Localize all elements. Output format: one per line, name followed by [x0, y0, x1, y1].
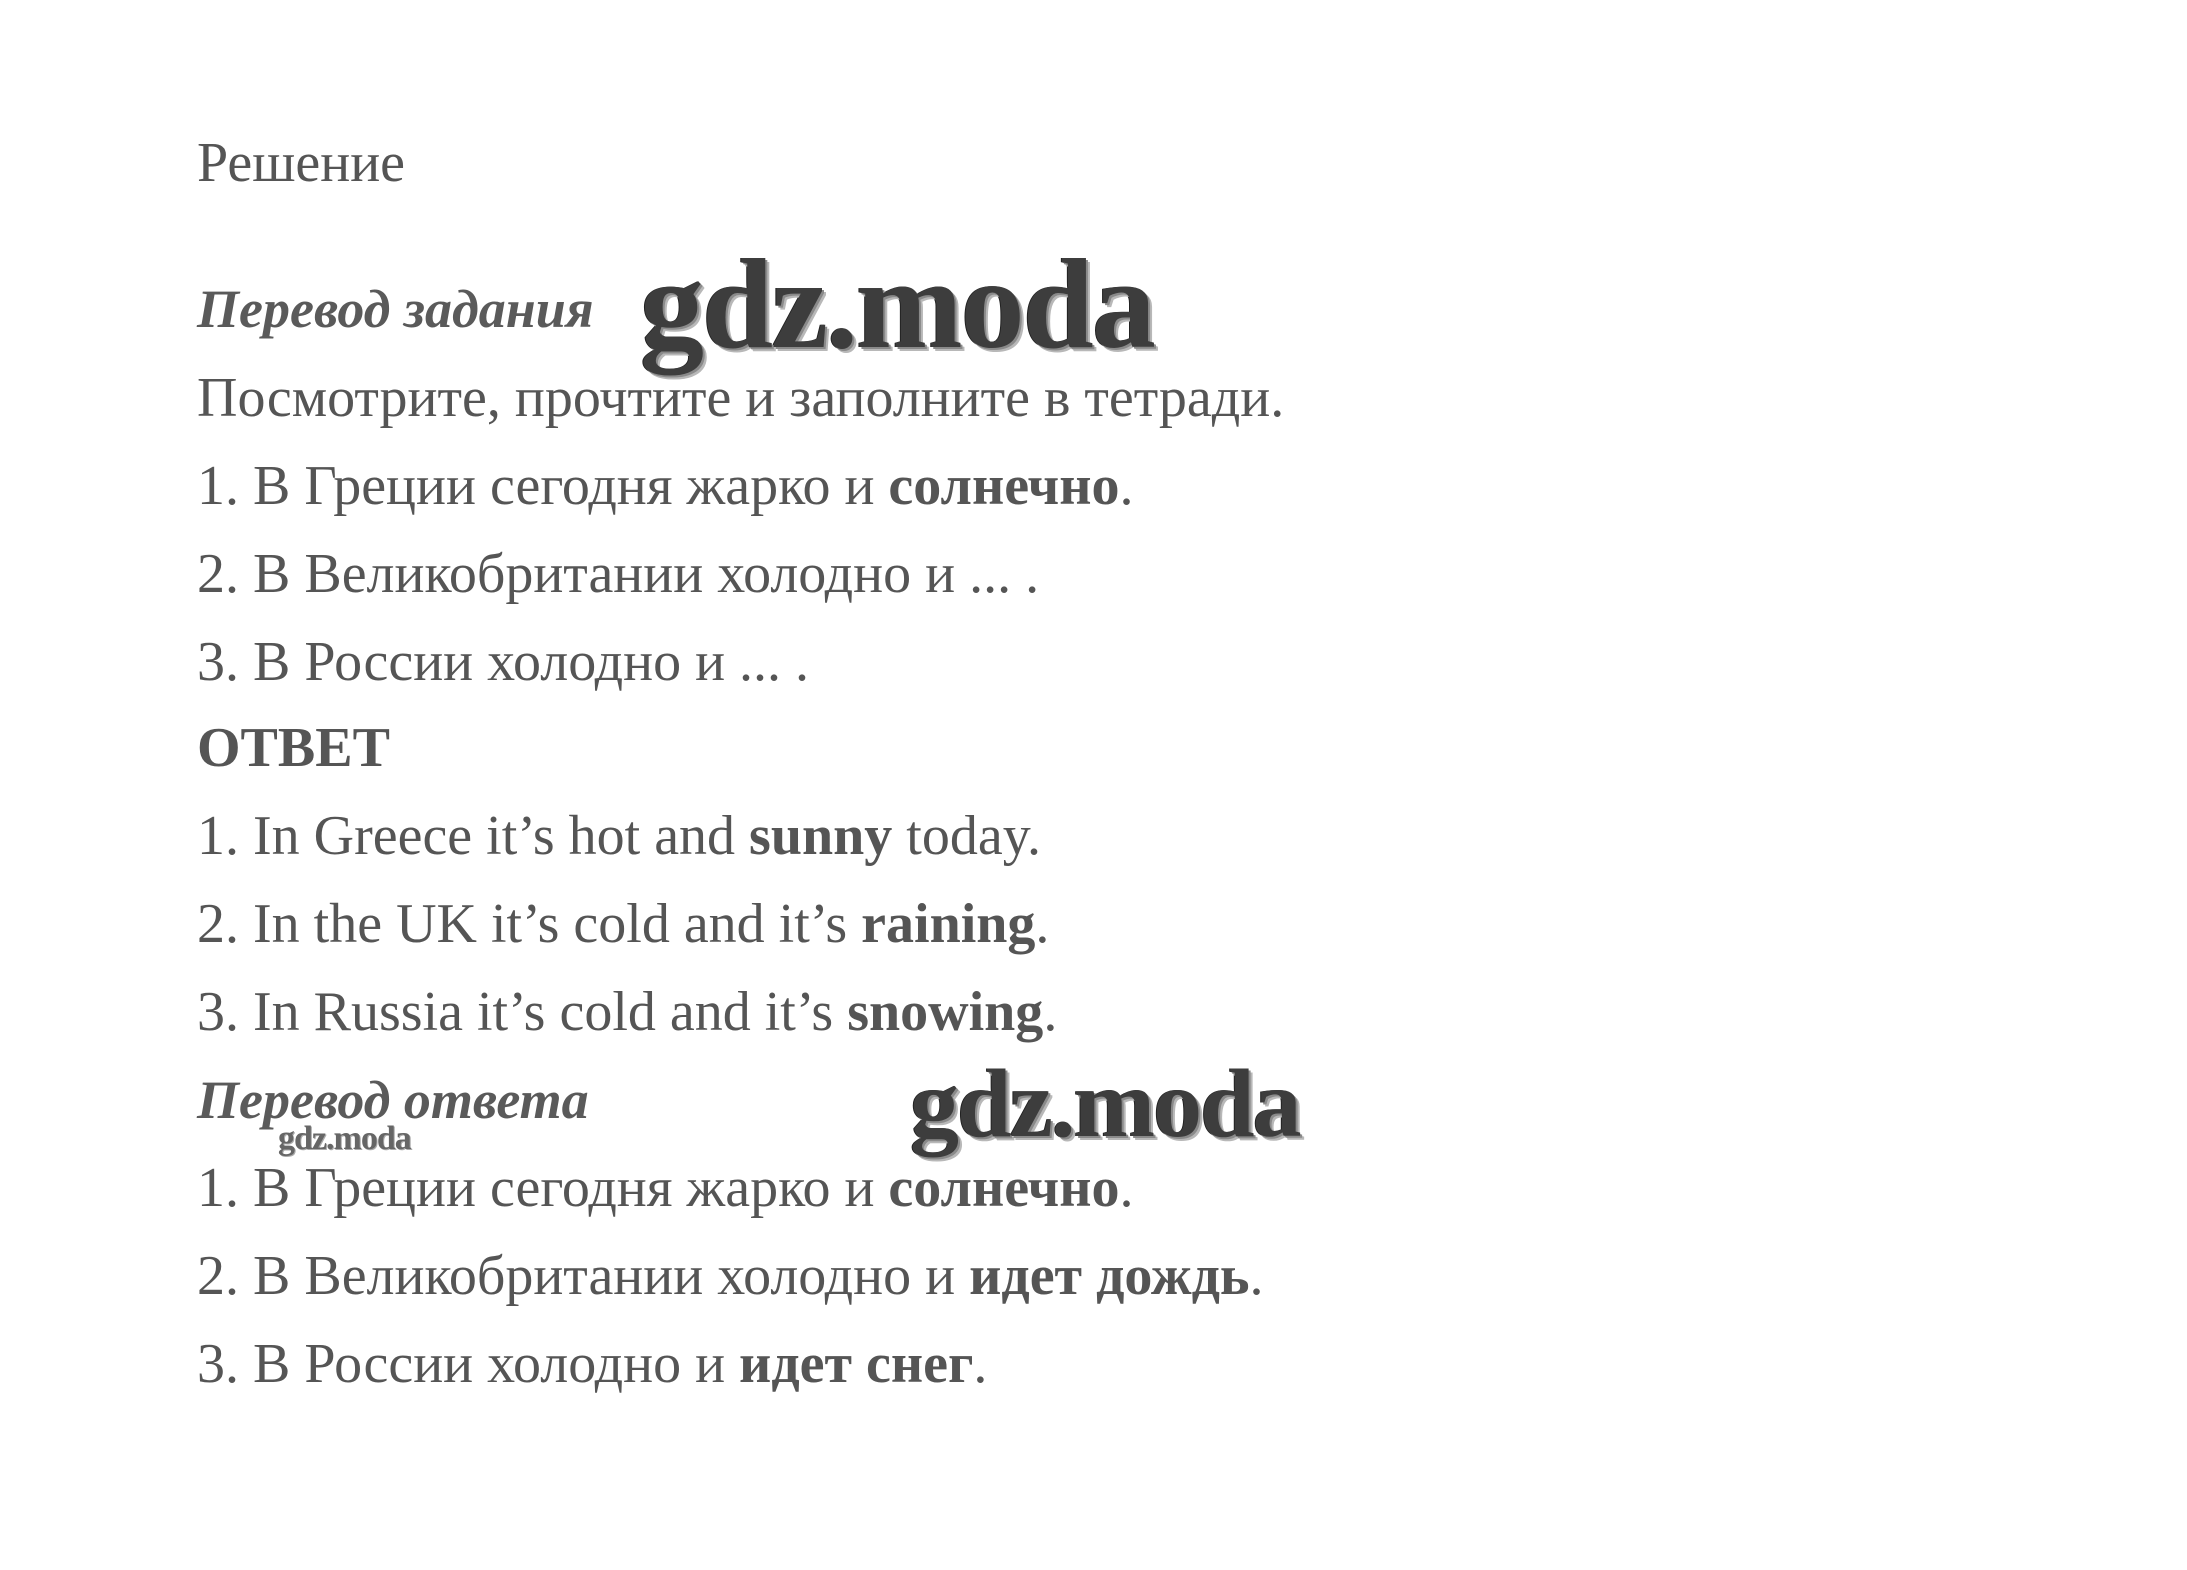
answer-item-3-bold: snowing	[847, 981, 1044, 1043]
watermark-logo-small: gdz.moda	[278, 1120, 411, 1157]
answer-item-1-bold: sunny	[749, 805, 893, 867]
translation-item-2: 2. В Великобритании холодно и идет дождь.	[197, 1245, 1264, 1307]
translation-item-1: 1. В Греции сегодня жарко и солнечно.	[197, 1157, 1134, 1219]
task-item-1-bold: солнечно	[888, 455, 1120, 517]
answer-item-2-bold: raining	[861, 893, 1036, 955]
answer-item-3: 3. In Russia it’s cold and it’s snowing.	[197, 981, 1058, 1043]
watermark-logo-medium: gdz.moda	[910, 1050, 1300, 1158]
task-item-3: 3. В России холодно и ... .	[197, 631, 810, 693]
answer-title: ОТВЕТ	[197, 717, 390, 779]
translation-item-3-bold: идет снег	[739, 1333, 974, 1395]
answer-item-2: 2. In the UK it’s cold and it’s raining.	[197, 893, 1050, 955]
task-translation-title: Перевод задания	[197, 279, 594, 339]
answer-item-1: 1. In Greece it’s hot and sunny today.	[197, 805, 1042, 867]
task-item-2: 2. В Великобритании холодно и ... .	[197, 543, 1040, 605]
task-item-1: 1. В Греции сегодня жарко и солнечно.	[197, 455, 1134, 517]
translation-item-2-bold: идет дождь	[969, 1245, 1250, 1307]
answer-translation-title: Перевод ответа	[197, 1070, 589, 1130]
task-instruction: Посмотрите, прочтите и заполните в тетради.	[197, 367, 1285, 429]
page-heading: Решение	[197, 132, 406, 194]
translation-item-1-bold: солнечно	[888, 1157, 1120, 1219]
translation-item-3: 3. В России холодно и идет снег.	[197, 1333, 988, 1395]
watermark-logo-large: gdz.moda	[640, 233, 1154, 375]
